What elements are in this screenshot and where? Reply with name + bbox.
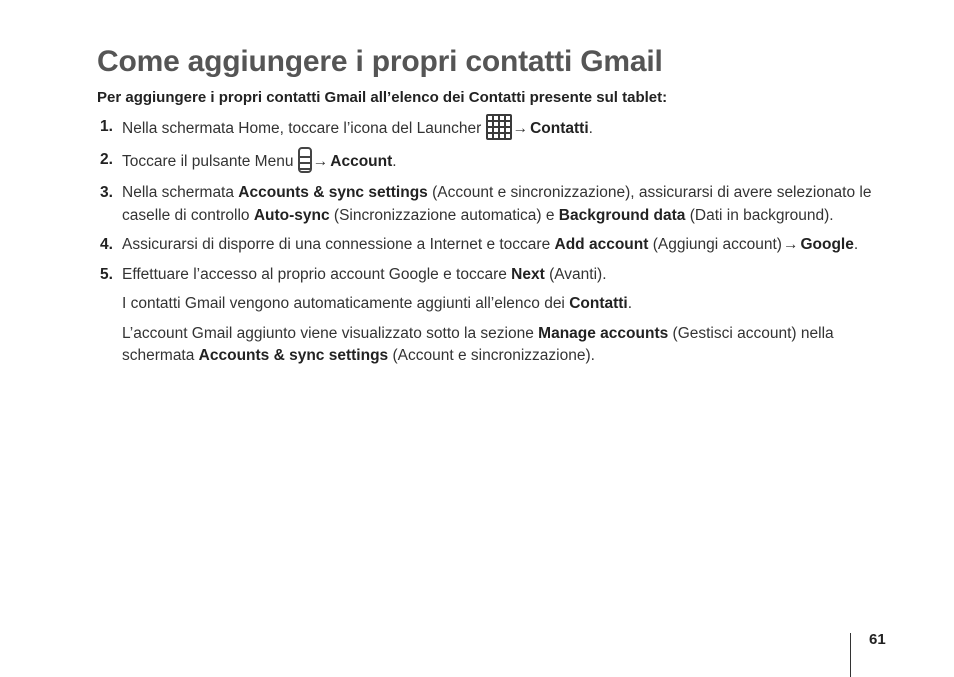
page-number: 61 — [869, 631, 886, 648]
step-bold: Contatti — [530, 120, 589, 138]
step-number: 4. — [100, 236, 113, 253]
note-1 — [97, 293, 897, 316]
step-text: (Account e sincronizzazione), assicurarsi di avere selezionato le caselle di controllo — [122, 184, 872, 224]
step-text: Effettuare l’accesso al proprio account Google e toccare — [122, 265, 512, 283]
step-3 — [97, 182, 897, 227]
step-number: 2. — [100, 151, 113, 168]
step-text: . — [853, 236, 859, 253]
step-bold: Background data — [558, 206, 686, 224]
step-bold: Accounts & sync settings — [238, 184, 428, 201]
step-1 — [97, 116, 897, 142]
step-number: 1. — [100, 118, 113, 135]
note-text: (Account e sincronizzazione). — [388, 347, 595, 364]
step-bold: Account — [330, 153, 393, 171]
menu-icon — [298, 147, 312, 173]
note-bold: Accounts & sync settings — [198, 347, 389, 364]
step-text: (Dati in background). — [685, 206, 834, 224]
intro-text: Per aggiungere i propri contatti Gmail all’elenco dei Contatti presente sul tablet: — [97, 89, 668, 106]
step-number: 3. — [100, 184, 113, 201]
note-2 — [97, 323, 897, 368]
note-text: . — [627, 295, 633, 312]
arrow-icon: → — [312, 153, 329, 171]
step-text: . — [588, 120, 593, 138]
step-text: (Aggiungi account) — [648, 236, 782, 253]
step-text: Assicurarsi di disporre di una connessione a Internet e toccare — [122, 236, 555, 253]
steps-list — [97, 116, 897, 375]
step-2 — [97, 149, 897, 175]
step-5 — [97, 264, 897, 287]
step-bold: Google — [800, 236, 854, 253]
arrow-icon: → — [512, 120, 529, 138]
arrow-icon: → — [782, 236, 799, 253]
launcher-icon — [486, 114, 512, 140]
footer-divider — [850, 633, 851, 677]
step-text: Toccare il pulsante Menu — [122, 153, 294, 171]
note-text: L’account Gmail aggiunto viene visualizzato sotto la sezione — [122, 324, 539, 342]
note-bold: Contatti — [569, 295, 628, 312]
note-text: I contatti Gmail vengono automaticamente aggiunti all’elenco dei — [122, 295, 570, 312]
step-text: Nella schermata — [122, 184, 239, 201]
note-text: (Gestisci account) nella schermata — [122, 324, 834, 364]
step-text: . — [392, 153, 397, 171]
step-number: 5. — [100, 265, 113, 283]
note-bold: Manage accounts — [538, 324, 669, 342]
step-4 — [97, 234, 897, 257]
step-text: Nella schermata Home, toccare l’icona del Launcher — [122, 120, 482, 138]
step-text: (Sincronizzazione automatica) e — [329, 206, 559, 224]
page-title: Come aggiungere i propri contatti Gmail — [97, 45, 663, 78]
step-bold: Next — [511, 265, 545, 283]
step-bold: Auto-sync — [253, 206, 330, 224]
step-text: (Avanti). — [544, 265, 607, 283]
step-bold: Add account — [554, 236, 649, 253]
